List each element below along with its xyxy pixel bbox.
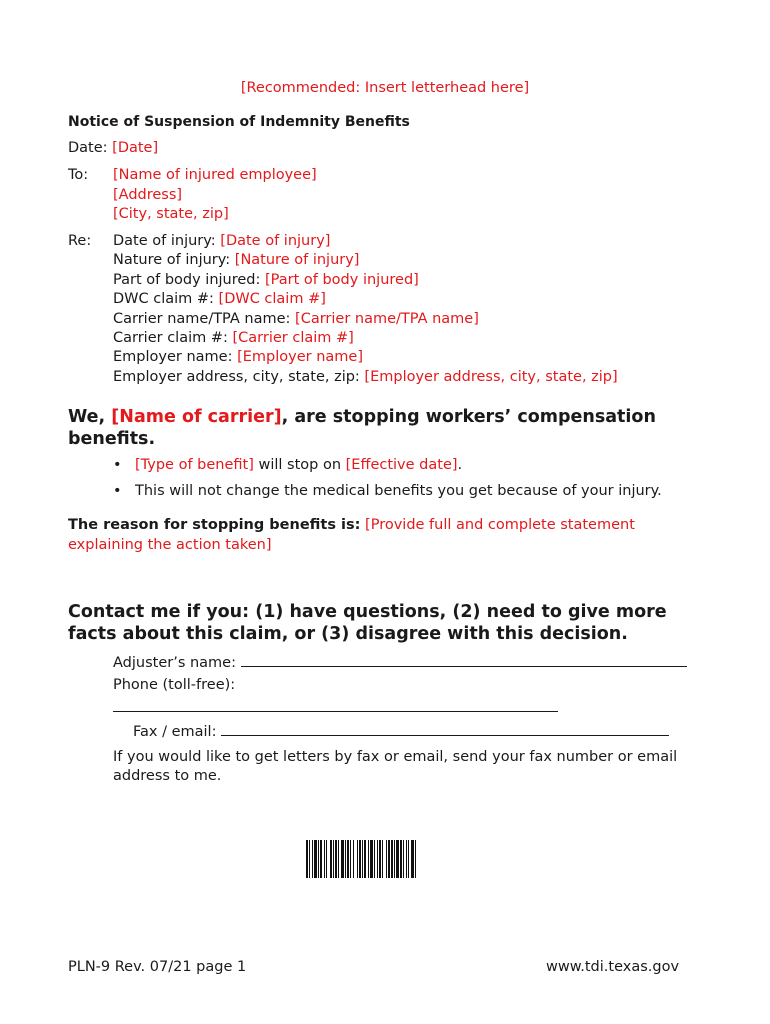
heading-line2: benefits. [68, 429, 156, 449]
effective-date-placeholder: [Effective date] [345, 457, 458, 473]
fax-email-row [133, 721, 669, 740]
adjuster-name-row [113, 652, 687, 671]
reason-paragraph [68, 516, 688, 555]
to-city-state-zip: [City, state, zip] [113, 206, 229, 222]
date-label: Date: [68, 140, 108, 156]
to-name: [Name of injured employee] [113, 167, 317, 183]
re-row-label: Employer address, city, state, zip: [113, 369, 360, 385]
re-row-label: Carrier claim #: [113, 330, 228, 346]
re-row-value: [DWC claim #] [218, 291, 326, 307]
letterhead-placeholder: [Recommended: Insert letterhead here] [240, 80, 530, 96]
reason-placeholder: [Provide full and complete statement explaining the action taken] [68, 517, 635, 553]
reason-label: The reason for stopping benefits is: [68, 517, 361, 533]
adjuster-name-field[interactable] [241, 652, 687, 667]
bullet-text: This will not change the medical benefits you get because of your injury. [135, 483, 662, 499]
barcode [306, 840, 508, 878]
form-revision-footer: PLN-9 Rev. 07/21 page 1 [68, 959, 247, 975]
fax-email-label: Fax / email: [133, 724, 217, 740]
bullet-text-end: . [457, 457, 463, 473]
re-row-value: [Part of body injured] [265, 272, 419, 288]
bullet-icon: • [113, 457, 122, 473]
re-row [113, 330, 354, 346]
phone-field[interactable] [113, 697, 558, 712]
bullet-icon: • [113, 483, 122, 499]
re-row [113, 291, 326, 307]
fax-note-line2: address to me. [113, 768, 222, 784]
phone-row [113, 697, 558, 716]
notice-title: Notice of Suspension of Indemnity Benefits [68, 114, 410, 130]
list-item [113, 457, 462, 473]
re-row-value: [Carrier claim #] [232, 330, 354, 346]
date-row [68, 140, 158, 156]
re-label: Re: [68, 233, 92, 249]
re-row-label: Employer name: [113, 349, 233, 365]
re-row [113, 252, 359, 268]
benefit-type-placeholder: [Type of benefit] [135, 457, 254, 473]
contact-heading-line1: Contact me if you: (1) have questions, (2) need to give more [68, 602, 667, 622]
stopping-benefits-heading [68, 406, 656, 428]
re-row-label: Date of injury: [113, 233, 216, 249]
bullet-text: will stop on [253, 457, 346, 473]
website-footer: www.tdi.texas.gov [546, 959, 680, 975]
re-row [113, 233, 330, 249]
contact-heading-line2: facts about this claim, or (3) disagree with this decision. [68, 624, 628, 644]
fax-email-field[interactable] [221, 721, 669, 736]
re-row-value: [Date of injury] [220, 233, 331, 249]
adjuster-name-label: Adjuster’s name: [113, 655, 236, 671]
re-row-label: DWC claim #: [113, 291, 214, 307]
re-row [113, 349, 363, 365]
fax-note-line1: If you would like to get letters by fax or email, send your fax number or email [113, 749, 678, 765]
re-row-label: Nature of injury: [113, 252, 231, 268]
re-row [113, 272, 419, 288]
to-label: To: [68, 167, 89, 183]
to-address: [Address] [113, 187, 183, 203]
re-row-label: Part of body injured: [113, 272, 261, 288]
re-row-value: [Employer name] [237, 349, 363, 365]
carrier-name-placeholder: [Name of carrier] [111, 407, 282, 427]
heading-rest: , are stopping workers’ compensation [281, 407, 656, 427]
re-row-value: [Nature of injury] [234, 252, 360, 268]
re-row [113, 311, 479, 327]
re-row [113, 369, 618, 385]
date-value: [Date] [112, 140, 159, 156]
list-item [113, 483, 662, 499]
phone-label: Phone (toll-free): [113, 677, 236, 693]
re-row-value: [Employer address, city, state, zip] [364, 369, 618, 385]
re-row-label: Carrier name/TPA name: [113, 311, 291, 327]
heading-prefix: We, [68, 407, 106, 427]
re-row-value: [Carrier name/TPA name] [295, 311, 479, 327]
